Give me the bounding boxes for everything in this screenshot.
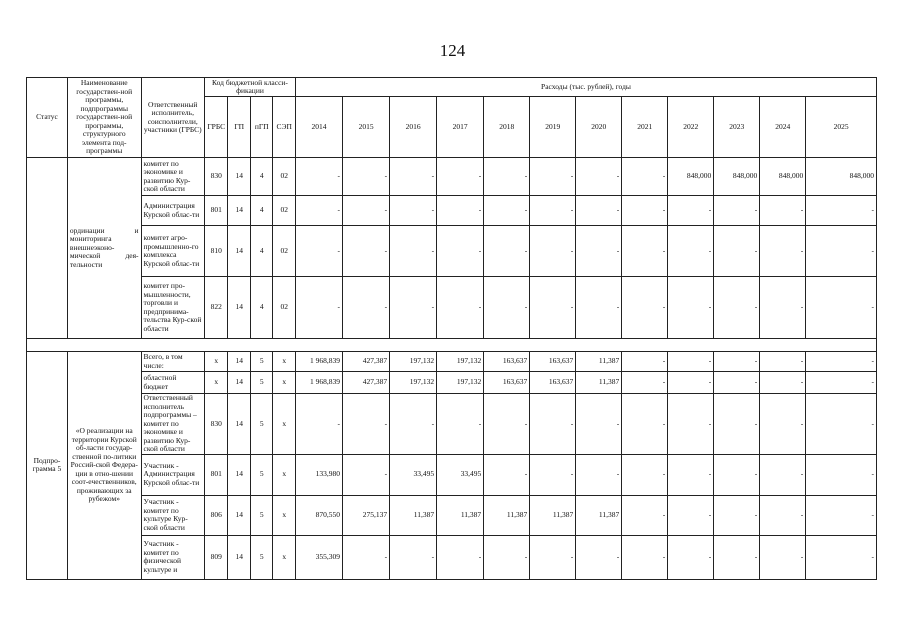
- code-grbs-cell: 809: [204, 535, 228, 579]
- value-cell: 11,387: [576, 352, 622, 372]
- code-grbs-cell: 806: [204, 495, 228, 535]
- value-cell: -: [760, 196, 806, 226]
- value-cell: -: [668, 277, 714, 339]
- value-cell: 848,000: [668, 158, 714, 196]
- row-responsible: Участник - комитет по культуре Кур-ской области: [141, 495, 204, 535]
- value-cell: 197,132: [437, 372, 484, 394]
- value-cell: -: [622, 454, 668, 495]
- value-cell: 11,387: [437, 495, 484, 535]
- code-pgp-cell: 4: [250, 158, 273, 196]
- value-cell: -: [760, 454, 806, 495]
- value-cell: -: [760, 535, 806, 579]
- table-row: [27, 352, 877, 372]
- value-cell: -: [714, 226, 760, 277]
- header-year-2020: 2020: [576, 97, 622, 158]
- value-cell: -: [296, 158, 343, 196]
- header-status: Статус: [27, 78, 68, 158]
- value-cell: -: [806, 277, 877, 339]
- value-cell: 427,387: [343, 352, 390, 372]
- header-expenses-group: Расходы (тыс. рублей), годы: [296, 78, 877, 97]
- code-sep-cell: 02: [273, 226, 296, 277]
- row-responsible: комитет про-мышленности, торговли и предпринима-тельства Кур-ской области: [141, 277, 204, 339]
- spacer-cell: [27, 339, 877, 352]
- code-sep-cell: 02: [273, 196, 296, 226]
- value-cell: -: [714, 196, 760, 226]
- value-cell: -: [760, 394, 806, 455]
- row-responsible: областной бюджет: [141, 372, 204, 394]
- value-cell: -: [343, 394, 390, 455]
- value-cell: -: [576, 226, 622, 277]
- value-cell: -: [576, 394, 622, 455]
- table-row: [27, 158, 877, 196]
- header-year-2015: 2015: [343, 97, 390, 158]
- value-cell: 11,387: [390, 495, 437, 535]
- value-cell: -: [622, 535, 668, 579]
- code-grbs-cell: 810: [204, 226, 228, 277]
- code-sep-cell: х: [273, 454, 296, 495]
- code-sep-cell: х: [273, 394, 296, 455]
- value-cell: -: [390, 196, 437, 226]
- header-year-2024: 2024: [760, 97, 806, 158]
- code-gp-cell: 14: [228, 454, 251, 495]
- value-cell: 197,132: [390, 372, 437, 394]
- value-cell: -: [622, 352, 668, 372]
- code-sep-cell: 02: [273, 277, 296, 339]
- page-number: 124: [439, 41, 466, 60]
- value-cell: -: [714, 372, 760, 394]
- value-cell: -: [296, 226, 343, 277]
- value-cell: 163,637: [484, 352, 530, 372]
- value-cell: 355,309: [296, 535, 343, 579]
- value-cell: 427,387: [343, 372, 390, 394]
- code-gp-cell: 14: [228, 495, 251, 535]
- value-cell: -: [806, 495, 877, 535]
- value-cell: 197,132: [390, 352, 437, 372]
- value-cell: 848,000: [760, 158, 806, 196]
- value-cell: -: [484, 226, 530, 277]
- code-grbs-cell: х: [204, 372, 228, 394]
- value-cell: -: [668, 394, 714, 455]
- code-pgp-cell: 5: [250, 394, 273, 455]
- code-pgp-cell: 5: [250, 454, 273, 495]
- header-code-grbs: ГРБС: [204, 97, 228, 158]
- code-grbs-cell: 822: [204, 277, 228, 339]
- header-responsible: Ответственный исполнитель, соисполнители, участники (ГРБС): [141, 78, 204, 158]
- value-cell: -: [390, 277, 437, 339]
- value-cell: 163,637: [484, 372, 530, 394]
- value-cell: -: [576, 277, 622, 339]
- table-row: [27, 372, 877, 394]
- value-cell: -: [576, 196, 622, 226]
- value-cell: -: [437, 196, 484, 226]
- code-gp-cell: 14: [228, 394, 251, 455]
- code-pgp-cell: 5: [250, 372, 273, 394]
- value-cell: 33,495: [390, 454, 437, 495]
- code-gp-cell: 14: [228, 372, 251, 394]
- value-cell: -: [530, 535, 576, 579]
- value-cell: 197,132: [437, 352, 484, 372]
- table-row: [27, 535, 877, 579]
- row-responsible: комитет агро-промышленно-го комплекса Курской облас-ти: [141, 226, 204, 277]
- value-cell: -: [484, 454, 530, 495]
- header-year-2018: 2018: [484, 97, 530, 158]
- code-pgp-cell: 5: [250, 535, 273, 579]
- code-gp-cell: 14: [228, 277, 251, 339]
- value-cell: -: [714, 277, 760, 339]
- value-cell: -: [390, 394, 437, 455]
- value-cell: -: [668, 454, 714, 495]
- row-responsible: комитет по экономике и развитию Кур-ской области: [141, 158, 204, 196]
- code-grbs-cell: 801: [204, 454, 228, 495]
- table-row: [27, 196, 877, 226]
- code-grbs-cell: 830: [204, 158, 228, 196]
- value-cell: 163,637: [530, 352, 576, 372]
- table-spacer: [27, 339, 877, 352]
- value-cell: -: [484, 535, 530, 579]
- code-pgp-cell: 5: [250, 495, 273, 535]
- value-cell: -: [806, 226, 877, 277]
- header-code-pgp: пГП: [250, 97, 273, 158]
- code-pgp-cell: 5: [250, 352, 273, 372]
- value-cell: 133,980: [296, 454, 343, 495]
- code-sep-cell: х: [273, 535, 296, 579]
- row-responsible: Администрация Курской облас-ти: [141, 196, 204, 226]
- value-cell: 11,387: [576, 372, 622, 394]
- row-responsible: Ответственный исполнитель подпрограммы – комитет по экономике и развитию Кур-ской области: [141, 394, 204, 455]
- value-cell: 11,387: [530, 495, 576, 535]
- header-year-2023: 2023: [714, 97, 760, 158]
- value-cell: 848,000: [714, 158, 760, 196]
- value-cell: -: [343, 196, 390, 226]
- header-year-2014: 2014: [296, 97, 343, 158]
- header-year-2025: 2025: [806, 97, 877, 158]
- value-cell: -: [437, 394, 484, 455]
- code-gp-cell: 14: [228, 158, 251, 196]
- value-cell: -: [668, 352, 714, 372]
- table-row: [27, 277, 877, 339]
- value-cell: 848,000: [806, 158, 877, 196]
- value-cell: -: [437, 535, 484, 579]
- value-cell: -: [437, 158, 484, 196]
- value-cell: -: [760, 495, 806, 535]
- code-gp-cell: 14: [228, 535, 251, 579]
- code-sep-cell: х: [273, 495, 296, 535]
- header-code-gp: ГП: [228, 97, 251, 158]
- value-cell: -: [437, 226, 484, 277]
- row-name: ординации и мониторинга внешнеэконо-мической дея-тельности: [67, 158, 141, 339]
- value-cell: -: [668, 226, 714, 277]
- value-cell: -: [343, 535, 390, 579]
- value-cell: -: [622, 372, 668, 394]
- value-cell: -: [530, 226, 576, 277]
- value-cell: -: [806, 454, 877, 495]
- value-cell: -: [576, 454, 622, 495]
- value-cell: -: [343, 454, 390, 495]
- value-cell: -: [296, 277, 343, 339]
- value-cell: -: [530, 454, 576, 495]
- value-cell: 275,137: [343, 495, 390, 535]
- row-responsible: Участник - комитет по физической культуре и: [141, 535, 204, 579]
- code-gp-cell: 14: [228, 226, 251, 277]
- value-cell: -: [484, 277, 530, 339]
- value-cell: -: [437, 277, 484, 339]
- row-responsible: Всего, в том числе:: [141, 352, 204, 372]
- value-cell: -: [714, 352, 760, 372]
- code-grbs-cell: 801: [204, 196, 228, 226]
- row-name: «О реализации на территории Курской об-ласти государ-ственной по-литики Россий-ской Федера-ции в отно-шении соот-ечественников, проживающих за рубежом»: [67, 352, 141, 580]
- value-cell: 11,387: [484, 495, 530, 535]
- value-cell: 163,637: [530, 372, 576, 394]
- value-cell: -: [622, 196, 668, 226]
- value-cell: -: [622, 495, 668, 535]
- value-cell: -: [484, 158, 530, 196]
- value-cell: 1 968,839: [296, 352, 343, 372]
- value-cell: -: [714, 495, 760, 535]
- value-cell: -: [390, 535, 437, 579]
- value-cell: -: [806, 352, 877, 372]
- row-status: Подпро-грамма 5: [27, 352, 68, 580]
- code-pgp-cell: 4: [250, 196, 273, 226]
- header-year-2016: 2016: [390, 97, 437, 158]
- value-cell: 33,495: [437, 454, 484, 495]
- value-cell: -: [714, 535, 760, 579]
- value-cell: -: [484, 394, 530, 455]
- value-cell: -: [530, 277, 576, 339]
- value-cell: -: [806, 372, 877, 394]
- header-name: Наименование государствен-ной программы, подпрограммы государствен-ной программы, структурного элемента под-программы: [67, 78, 141, 158]
- value-cell: -: [622, 277, 668, 339]
- code-pgp-cell: 4: [250, 226, 273, 277]
- value-cell: -: [806, 535, 877, 579]
- value-cell: -: [390, 226, 437, 277]
- table-row: [27, 394, 877, 455]
- value-cell: -: [714, 454, 760, 495]
- value-cell: -: [296, 394, 343, 455]
- value-cell: -: [576, 535, 622, 579]
- value-cell: -: [530, 196, 576, 226]
- value-cell: -: [622, 226, 668, 277]
- value-cell: -: [806, 394, 877, 455]
- code-pgp-cell: 4: [250, 277, 273, 339]
- code-gp-cell: 14: [228, 196, 251, 226]
- value-cell: -: [760, 372, 806, 394]
- value-cell: -: [668, 535, 714, 579]
- code-sep-cell: х: [273, 352, 296, 372]
- code-sep-cell: 02: [273, 158, 296, 196]
- code-gp-cell: 14: [228, 352, 251, 372]
- value-cell: -: [668, 196, 714, 226]
- value-cell: 1 968,839: [296, 372, 343, 394]
- value-cell: -: [760, 352, 806, 372]
- header-year-2021: 2021: [622, 97, 668, 158]
- code-grbs-cell: 830: [204, 394, 228, 455]
- value-cell: -: [806, 196, 877, 226]
- code-sep-cell: х: [273, 372, 296, 394]
- value-cell: -: [343, 226, 390, 277]
- value-cell: -: [622, 158, 668, 196]
- value-cell: -: [296, 196, 343, 226]
- row-responsible: Участник - Администрация Курской облас-ти: [141, 454, 204, 495]
- table-row: [27, 226, 877, 277]
- value-cell: 870,550: [296, 495, 343, 535]
- header-year-2019: 2019: [530, 97, 576, 158]
- header-year-2017: 2017: [437, 97, 484, 158]
- value-cell: -: [576, 158, 622, 196]
- value-cell: -: [668, 495, 714, 535]
- header-year-2022: 2022: [668, 97, 714, 158]
- table-row: [27, 495, 877, 535]
- value-cell: -: [343, 277, 390, 339]
- value-cell: -: [343, 158, 390, 196]
- value-cell: -: [668, 372, 714, 394]
- row-status: [27, 158, 68, 339]
- value-cell: -: [760, 277, 806, 339]
- value-cell: -: [530, 158, 576, 196]
- value-cell: -: [530, 394, 576, 455]
- value-cell: -: [484, 196, 530, 226]
- value-cell: -: [760, 226, 806, 277]
- header-code-group: Код бюджетной класси-фикации: [204, 78, 295, 97]
- code-grbs-cell: х: [204, 352, 228, 372]
- value-cell: -: [714, 394, 760, 455]
- table-row: [27, 454, 877, 495]
- value-cell: -: [390, 158, 437, 196]
- value-cell: 11,387: [576, 495, 622, 535]
- value-cell: -: [622, 394, 668, 455]
- budget-table: [26, 77, 877, 580]
- header-code-sep: СЭП: [273, 97, 296, 158]
